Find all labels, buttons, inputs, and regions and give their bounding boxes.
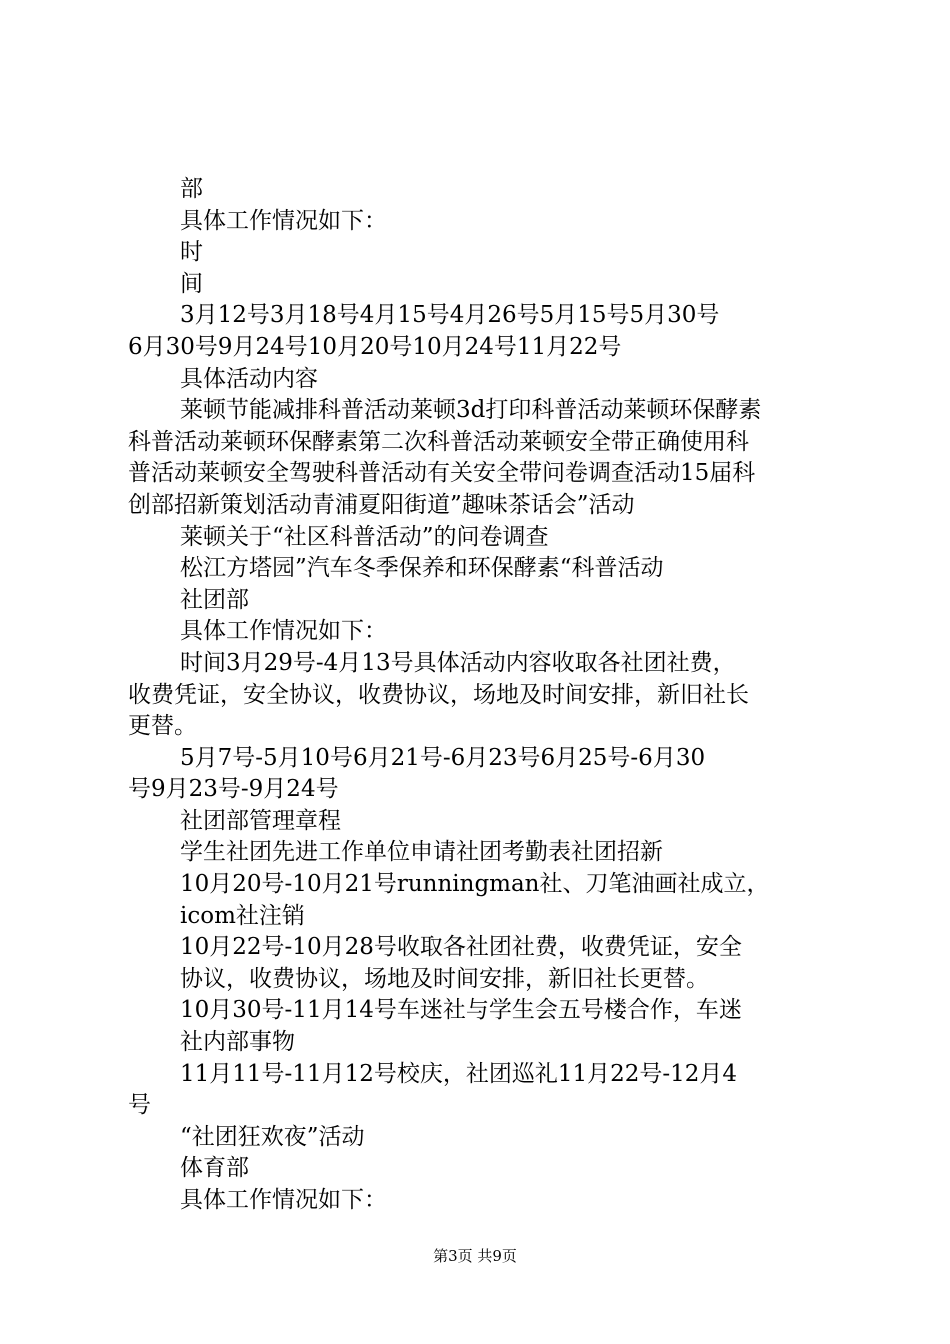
- text-line: 11月11号-11月12号校庆，社团巡礼11月22号-12月4: [180, 1060, 738, 1087]
- text-line: 10月30号-11月14号车迷社与学生会五号楼合作，车迷: [180, 997, 742, 1024]
- text-line: 社内部事物: [180, 1029, 295, 1056]
- page-footer: 第3页 共9页: [433, 1247, 517, 1265]
- text-line: 学生社团先进工作单位申请社团考勤表社团招新: [180, 839, 663, 866]
- text-line: 体育部: [180, 1155, 249, 1182]
- text-line: 协议，收费协议，场地及时间安排，新旧社长更替。: [180, 965, 709, 992]
- text-line: 具体工作情况如下：: [180, 1187, 387, 1213]
- text-line: 间: [180, 270, 203, 297]
- text-line: 3月12号3月18号4月15号4月26号5月15号5月30号: [180, 302, 720, 329]
- text-line: 时间3月29号-4月13号具体活动内容收取各社团社费，: [180, 649, 736, 676]
- text-line: icom社注销: [180, 902, 305, 929]
- text-line: “社团狂欢夜”活动: [180, 1123, 365, 1150]
- text-line: 创部招新策划活动青浦夏阳街道”趣味茶话会”活动: [128, 491, 635, 518]
- text-line: 社团部: [180, 586, 249, 613]
- text-line: 更替。: [128, 713, 197, 740]
- text-line: 10月20号-10月21号runningman社、刀笔油画社成立，: [180, 871, 770, 898]
- text-line: 具体活动内容: [180, 365, 318, 392]
- text-line: 号9月23号-9月24号: [128, 776, 339, 803]
- text-line: 部: [180, 176, 203, 202]
- text-line: 具体工作情况如下：: [180, 207, 387, 234]
- text-line: 6月30号9月24号10月20号10月24号11月22号: [128, 333, 622, 360]
- text-line: 社团部管理章程: [180, 807, 341, 834]
- text-line: 莱顿节能减排科普活动莱顿3d打印科普活动莱顿环保酵素: [180, 397, 762, 424]
- text-line: 10月22号-10月28号收取各社团社费，收费凭证，安全: [180, 934, 742, 961]
- text-line: 普活动莱顿安全驾驶科普活动有关安全带问卷调查活动15届科: [128, 460, 756, 487]
- text-line: 时: [180, 239, 203, 266]
- document-body: [128, 174, 833, 1217]
- text-line: 具体工作情况如下：: [180, 618, 387, 645]
- text-line: 科普活动莱顿环保酵素第二次科普活动莱顿安全带正确使用科: [128, 428, 749, 455]
- text-line: 收费凭证，安全协议，收费协议，场地及时间安排，新旧社长: [128, 681, 749, 708]
- text-line: 号: [128, 1092, 151, 1119]
- text-line: 莱顿关于“社区科普活动”的问卷调查: [180, 523, 549, 550]
- text-line: 松江方塔园”汽车冬季保养和环保酵素“科普活动: [180, 555, 664, 582]
- text-line: 5月7号-5月10号6月21号-6月23号6月25号-6月30: [180, 744, 706, 771]
